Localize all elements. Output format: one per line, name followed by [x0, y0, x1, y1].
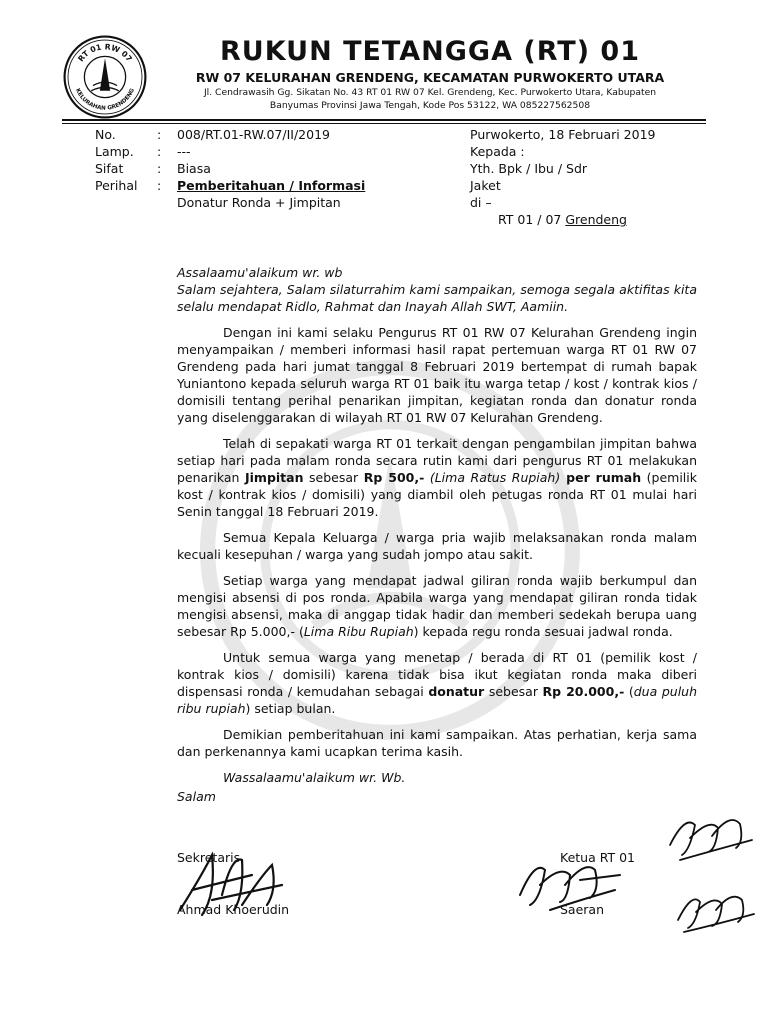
intro: Salam sejahtera, Salam silaturrahim kami sampaikan, semoga segala aktifitas kita selalu mendapat Ridlo, Rahmat dan Inayah Allah SWT, Aamiin.: [177, 282, 697, 314]
stamp-signature-icon-2: [670, 880, 760, 940]
org-subtitle: RW 07 KELURAHAN GRENDENG, KECAMATAN PURWOKERTO UTARA: [195, 70, 665, 85]
p4-text: Setiap warga yang mendapat jadwal giliran ronda wajib berkumpul dan mengisi absensi di pos ronda. Apabila warga yang mendapat giliran ronda tidak mengisi absensi, maka di anggap tidak hadir dan memberi sedekah berupa uang sebesar Rp 5.000,- (: [177, 573, 697, 639]
p2-text: Telah di sepakati warga RT 01 terkait dengan pengambilan jimpitan bahwa setiap hari pada malam ronda secara rutin kami dari pengurus RT 01 melakukan penarikan: [177, 436, 697, 485]
recipient-name: Jaket: [470, 178, 501, 193]
no-label: No.: [95, 127, 116, 142]
letter-body: [177, 264, 697, 805]
org-address: [150, 86, 710, 112]
paragraph-1: Dengan ini kami selaku Pengurus RT 01 RW 07 Kelurahan Grendeng ingin menyampaikan / memberi informasi hasil rapat pertemuan warga RT 01 RW 07 Grendeng pada hari jumat tanggal 8 Februari 2019 bertempat di rumah bapak Yuniantono kepada seluruh warga RT 01 baik itu warga tetap / kost / kontrak kios / domisili tentang perihal penarikan jimpitan, kegiatan ronda dan donatur ronda yang diselenggarakan di wilayah RT 01 RW 07 Kelurahan Grendeng.: [177, 325, 697, 425]
recipient-block: [470, 126, 656, 228]
stamp-signature-icon: [660, 800, 760, 870]
p4-text: ) kepada regu ronda sesuai jadwal ronda.: [413, 624, 673, 639]
lamp-value: ---: [177, 144, 191, 159]
colon: :: [157, 178, 162, 193]
greeting: Assalaamu'alaikum wr. wb: [177, 265, 343, 280]
p5-bold-donatur: donatur: [428, 684, 485, 699]
p5-text: ) setiap bulan.: [245, 701, 336, 716]
paragraph-3: Semua Kepala Keluarga / warga pria wajib melaksanakan ronda malam kecuali kesepuhan / warga yang sudah jompo atau sakit.: [177, 530, 697, 562]
chairman-role: Ketua RT 01: [560, 850, 636, 865]
recipient-place: [470, 211, 656, 228]
perihal-value-2: Donatur Ronda + Jimpitan: [177, 195, 341, 210]
rt-seal-logo-icon: [62, 34, 148, 120]
seal-top-text: RT 01 RW 07: [76, 42, 134, 64]
chairman-name: Saeran: [560, 902, 605, 917]
p2-bold-per-rumah: per rumah: [560, 470, 642, 485]
salam: Salam: [177, 789, 216, 804]
paragraph-6: Demikian pemberitahuan ini kami sampaikan. Atas perhatian, kerja sama dan perkenannya kami ucapkan terima kasih.: [177, 727, 697, 759]
recipient-yth: Yth. Bpk / Ibu / Sdr: [470, 161, 588, 176]
paragraph-4: [177, 572, 697, 640]
svg-text:KELURAHAN GRENDENG: [74, 87, 136, 111]
p2-bold-amount: Rp 500,-: [363, 470, 425, 485]
perihal-label: Perihal: [95, 178, 138, 193]
colon: :: [157, 161, 162, 176]
closing: Wassalaamu'alaikum wr. Wb.: [223, 770, 406, 785]
p5-text: sebesar: [484, 684, 543, 699]
org-address-line2: Banyumas Provinsi Jawa Tengah, Kode Pos 53122, WA 085227562508: [269, 100, 591, 111]
paragraph-2: [177, 435, 697, 520]
p5-bold-amount: Rp 20.000,-: [542, 684, 625, 699]
kepada-label: Kepada :: [470, 144, 525, 159]
sifat-label: Sifat: [95, 161, 124, 176]
secretary-name: Ahmad Khoerudin: [177, 902, 290, 917]
org-title: RUKUN TETANGGA (RT) 01: [219, 36, 641, 67]
sifat-value: Biasa: [177, 161, 211, 176]
letter-date: Purwokerto, 18 Februari 2019: [470, 127, 656, 142]
secretary-role: Sekretaris: [177, 850, 241, 865]
p5-text: (: [624, 684, 634, 699]
letter-meta: [95, 126, 365, 211]
lamp-label: Lamp.: [95, 144, 134, 159]
header-divider-thick: [62, 119, 706, 121]
p2-text: (pemilik kost / kontrak kios / domisili) yang diambil oleh petugas ronda RT 01 mulai hari Senin tanggal 18 Februari 2019.: [177, 470, 697, 519]
p5-text: Untuk semua warga yang menetap / berada di RT 01 (pemilik kost / kontrak kios / domisili) karena tidak bisa ikut kegiatan ronda maka diberi dispensasi ronda / kemudahan sebagai: [177, 650, 697, 699]
p2-bold-jimpitan: Jimpitan: [244, 470, 304, 485]
recipient-place-name: Grendeng: [565, 212, 627, 227]
secretary-signature-icon: [172, 835, 292, 925]
perihal-value: Pemberitahuan / Informasi: [177, 178, 366, 193]
p2-italic-amount: (Lima Ratus Rupiah): [424, 470, 561, 485]
no-value: 008/RT.01-RW.07/II/2019: [177, 127, 330, 142]
p5-italic-amount: dua puluh ribu rupiah: [177, 684, 698, 716]
org-address-line1: Jl. Cendrawasih Gg. Sikatan No. 43 RT 01 RW 07 Kel. Grendeng, Kec. Purwokerto Utara, Kabupaten: [203, 87, 657, 98]
chairman-signature-icon: [510, 840, 630, 920]
header-divider-thin: [62, 123, 706, 124]
paragraph-5: [177, 649, 697, 717]
seal-bottom-text: KELURAHAN GRENDENG: [74, 87, 136, 112]
p4-italic-amount: Lima Ribu Rupiah: [303, 624, 414, 639]
recipient-di: di –: [470, 195, 492, 210]
recipient-place-prefix: RT 01 / 07: [498, 212, 566, 227]
colon: :: [157, 127, 162, 142]
colon: :: [157, 144, 162, 159]
p2-text: sebesar: [303, 470, 364, 485]
